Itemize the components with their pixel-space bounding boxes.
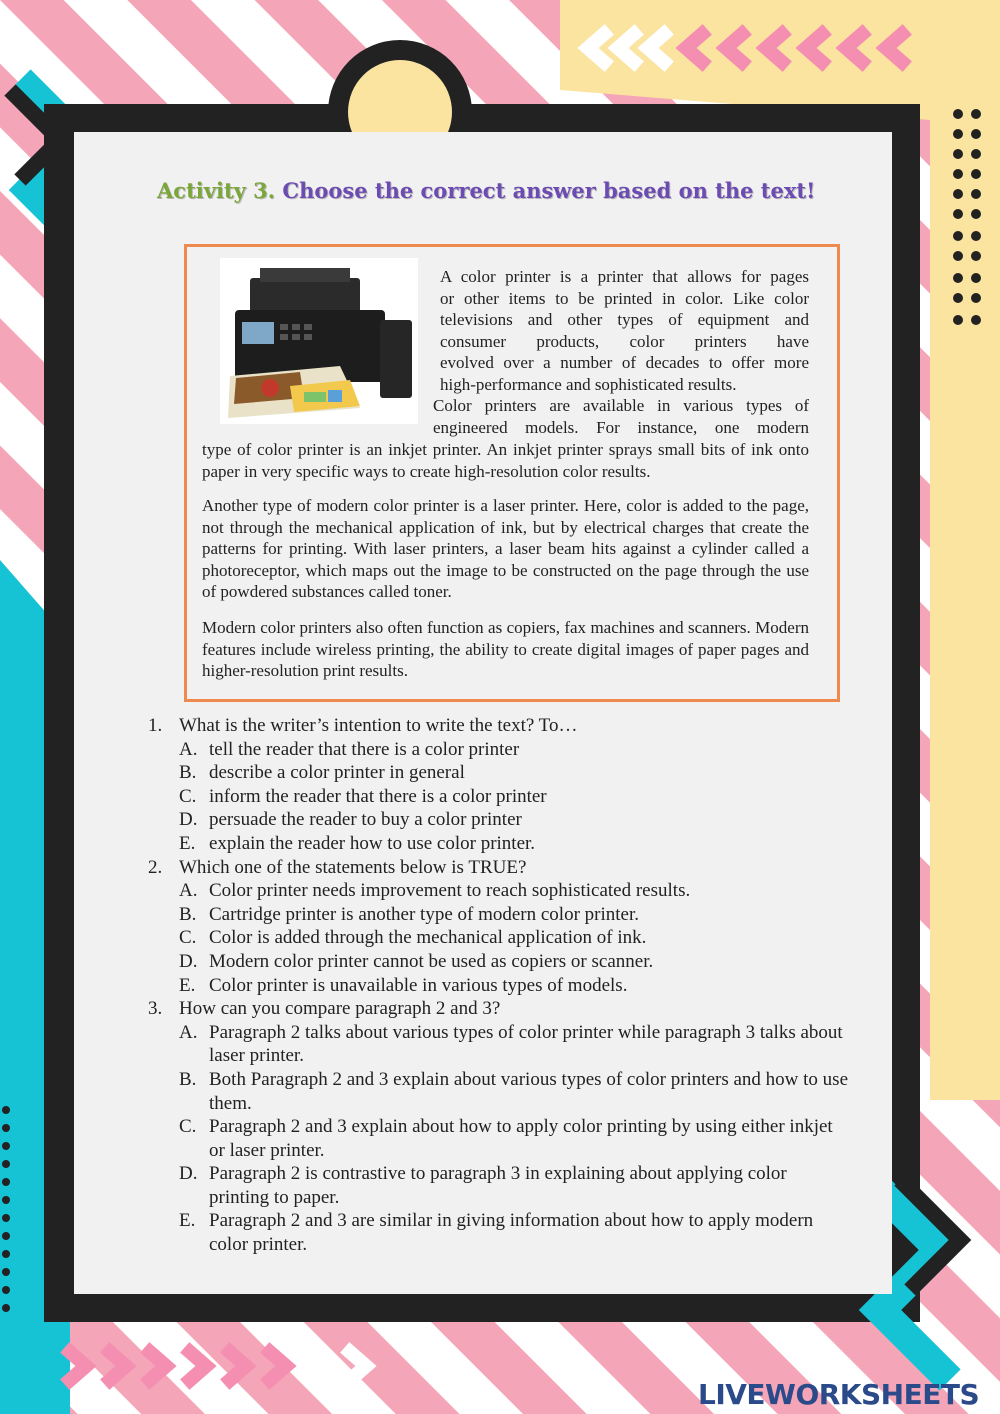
option-text: Color is added through the mechanical application of ink.	[209, 927, 647, 949]
option-text: Paragraph 2 and 3 explain about how to apply color printing by using either inkjet or laser printer.	[209, 1116, 833, 1161]
option-letter: E.	[179, 832, 196, 854]
option-letter: D.	[179, 809, 198, 831]
question-number: 2.	[148, 856, 163, 878]
para1-line: or other items to be printed in color. Like color	[440, 288, 809, 308]
para1-line: high-performance and sophisticated results.	[440, 374, 737, 394]
option-letter: D.	[179, 950, 198, 972]
option-letter: C.	[179, 927, 197, 949]
option-2d[interactable]	[179, 950, 848, 974]
option-letter: C.	[179, 1116, 197, 1138]
option-2c[interactable]	[179, 926, 848, 950]
para1-line: A color printer is a printer that allows for pages	[440, 267, 809, 286]
option-2e[interactable]	[179, 974, 848, 998]
option-text: Paragraph 2 talks about various types of color printer while paragraph 3 talks about laser printer.	[209, 1021, 843, 1067]
question-text: How can you compare paragraph 2 and 3?	[179, 998, 501, 1020]
paragraph-3	[202, 495, 809, 603]
paragraph-2-rest	[202, 439, 809, 482]
para4-text: Modern color printers also often function as copiers, fax machines and scanners. Modern features include wireless printing, the ability to create digital images of paper pages and higher-resolution print results.	[202, 618, 809, 681]
option-text: Paragraph 2 and 3 are similar in giving information about how to apply modern color printer.	[209, 1210, 814, 1256]
printer-image	[220, 258, 418, 424]
option-1b[interactable]	[179, 761, 848, 785]
question-number: 3.	[148, 998, 163, 1020]
question-text: What is the writer’s intention to write the text? To…	[179, 715, 578, 736]
option-text: explain the reader how to use color printer.	[209, 832, 536, 854]
option-letter: B.	[179, 1068, 197, 1090]
option-text: Cartridge printer is another type of modern color printer.	[209, 903, 640, 925]
para2-line: Color printers are available in various types of	[433, 396, 809, 415]
para1-line: evolved over a number of decades to offer more	[440, 353, 809, 373]
option-letter: B.	[179, 762, 197, 784]
question-text: Which one of the statements below is TRUE?	[179, 856, 527, 878]
para2-line: engineered models. For instance, one modern	[433, 417, 809, 437]
option-1c[interactable]	[179, 785, 848, 809]
liveworksheets-logo[interactable]: LIVEWORKSHEETS	[698, 1378, 980, 1411]
option-letter: E.	[179, 1210, 196, 1232]
para3-text: Another type of modern color printer is a laser printer. Here, color is added to the page, not through the mechanical application of ink, but by electrical charges that create the patterns for printing. With laser printers, a laser beam hits against a cylinder called a photoreceptor, which maps out the image to be constructed on the page through the use of powdered substances called toner.	[202, 496, 809, 602]
option-2a[interactable]	[179, 879, 848, 903]
question-2	[148, 856, 848, 998]
option-1e[interactable]	[179, 832, 848, 856]
para1-line: televisions and other types of equipment and	[440, 310, 809, 330]
option-1d[interactable]	[179, 808, 848, 832]
option-letter: C.	[179, 785, 197, 807]
para2-full: type of color printer is an inkjet printer. An inkjet printer sprays small bits of ink onto paper in very specific ways to create high-resolution color results.	[202, 440, 809, 481]
option-letter: E.	[179, 974, 196, 996]
activity-instruction: Choose the correct answer based on the text!	[275, 178, 816, 203]
option-text: describe a color printer in general	[209, 762, 465, 784]
option-letter: A.	[179, 880, 198, 902]
option-3d[interactable]	[179, 1162, 848, 1209]
option-3c[interactable]	[179, 1115, 848, 1162]
option-2b[interactable]	[179, 903, 848, 927]
option-3b[interactable]	[179, 1068, 848, 1115]
question-1	[148, 714, 848, 856]
question-number: 1.	[148, 715, 163, 736]
question-3	[148, 997, 848, 1257]
option-text: persuade the reader to buy a color printer	[209, 809, 522, 831]
option-text: Modern color printer cannot be used as copiers or scanner.	[209, 950, 654, 972]
option-letter: A.	[179, 738, 198, 760]
paragraph-1	[440, 266, 809, 396]
option-text: tell the reader that there is a color printer	[209, 738, 520, 760]
option-3a[interactable]	[179, 1021, 848, 1068]
option-3e[interactable]	[179, 1209, 848, 1256]
option-letter: A.	[179, 1021, 198, 1043]
option-text: Paragraph 2 is contrastive to paragraph 3 in explaining about applying color printing to paper.	[209, 1163, 787, 1208]
option-text: Both Paragraph 2 and 3 explain about various types of color printers and how to use them.	[209, 1068, 848, 1114]
option-1a[interactable]	[179, 738, 848, 762]
option-letter: D.	[179, 1163, 198, 1185]
option-text: Color printer needs improvement to reach sophisticated results.	[209, 880, 691, 902]
option-text: inform the reader that there is a color printer	[209, 785, 547, 807]
activity-title	[157, 178, 815, 203]
option-text: Color printer is unavailable in various types of models.	[209, 974, 628, 996]
para1-line: consumer products, color printers have	[440, 331, 809, 351]
paragraph-2-start	[433, 395, 809, 438]
activity-label: Activity 3.	[157, 178, 276, 203]
paragraph-4	[202, 617, 809, 682]
option-letter: B.	[179, 903, 197, 925]
question-list	[148, 714, 848, 1257]
